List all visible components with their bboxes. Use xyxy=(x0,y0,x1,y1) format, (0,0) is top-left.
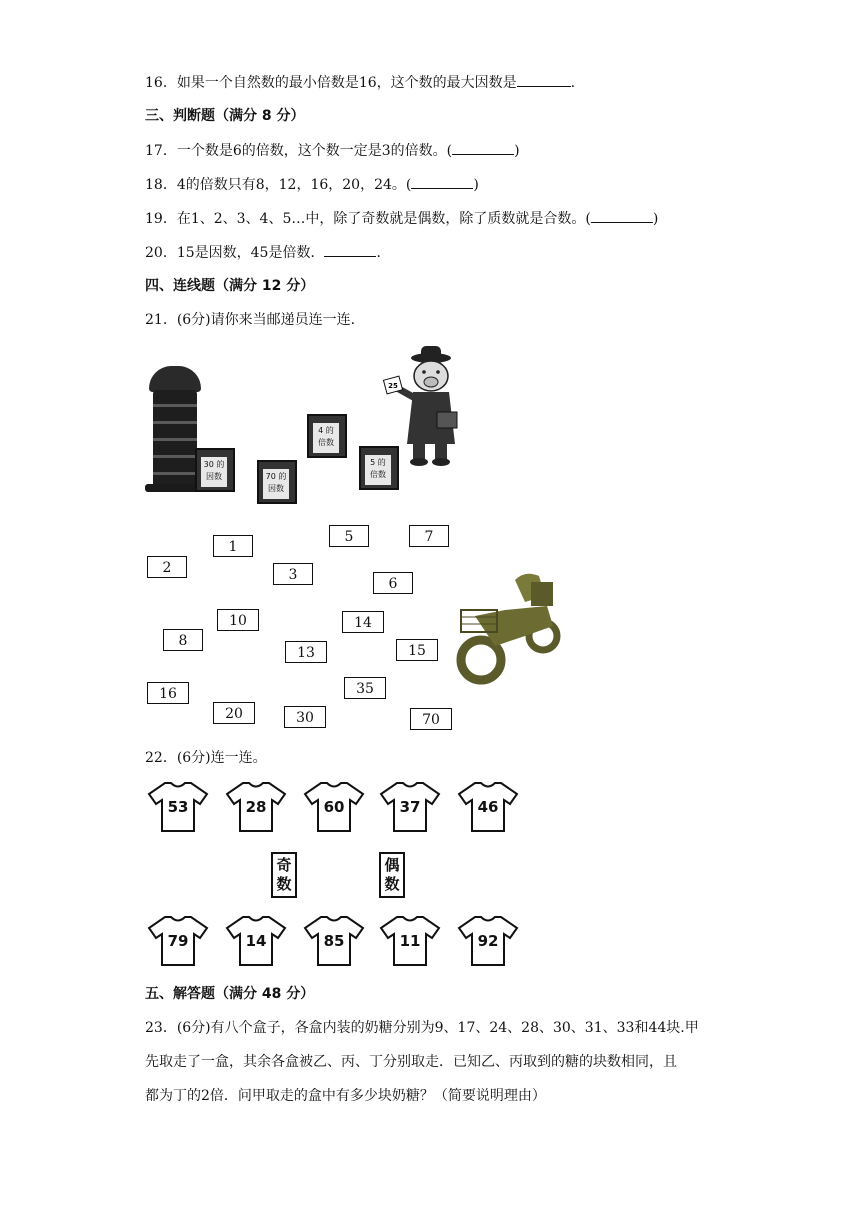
answer-blank[interactable] xyxy=(324,242,376,257)
shirt-number: 14 xyxy=(245,932,267,950)
number-cards-figure xyxy=(145,518,565,736)
shirt-number: 92 xyxy=(477,932,499,950)
shirt-bottom-4[interactable] xyxy=(379,914,441,968)
shirt-number: 85 xyxy=(323,932,345,950)
number-card[interactable]: 15 xyxy=(396,639,438,661)
number-card[interactable]: 13 xyxy=(285,641,327,663)
mailbox-5-multiples: 5 的 倍数 xyxy=(359,446,399,490)
period: . xyxy=(570,75,576,91)
paren-close: ) xyxy=(473,177,479,193)
shirt-bottom-3[interactable] xyxy=(303,914,365,968)
question-22: 22．(6分)连一连。 xyxy=(145,750,267,766)
shirt-bottom-1[interactable] xyxy=(147,914,209,968)
shirt-bottom-2[interactable] xyxy=(225,914,287,968)
odd-number-label[interactable]: 奇 数 xyxy=(271,852,297,898)
question-23-line-1: 23．(6分)有八个盒子，各盒内装的奶糖分别为9、17、24、28、30、31、33和44块.甲 xyxy=(145,1020,699,1036)
answer-blank[interactable] xyxy=(591,208,653,223)
number-card[interactable]: 6 xyxy=(373,572,413,594)
paren-close: ) xyxy=(514,143,520,159)
number-card[interactable]: 70 xyxy=(410,708,452,730)
number-card[interactable]: 8 xyxy=(163,629,203,651)
section-3-heading: 三、判断题（满分 8 分） xyxy=(145,108,305,124)
shirt-number: 28 xyxy=(245,798,267,816)
pig-mailman-icon xyxy=(381,344,471,469)
shirt-top-4[interactable] xyxy=(379,780,441,834)
question-19-text: 19．在1、2、3、4、5…中，除了奇数就是偶数，除了质数就是合数。( xyxy=(145,211,591,227)
paren-close: ) xyxy=(652,211,659,227)
shirt-number: 60 xyxy=(323,798,345,816)
section-5-heading: 五、解答题（满分 48 分） xyxy=(145,986,315,1002)
motorcycle-icon xyxy=(455,566,563,690)
mailbox-4-multiples: 4 的 倍数 xyxy=(307,414,347,458)
shirts-figure xyxy=(145,780,525,970)
question-18-text: 18．4的倍数只有8，12，16，20，24。( xyxy=(145,177,412,193)
letter-number: 25 xyxy=(388,382,398,390)
shirt-top-3[interactable] xyxy=(303,780,365,834)
number-card[interactable]: 1 xyxy=(213,535,253,557)
mailbox-70-factors: 70 的 因数 xyxy=(257,460,297,504)
number-card[interactable]: 35 xyxy=(344,677,386,699)
shirt-top-5[interactable] xyxy=(457,780,519,834)
question-16-text: 16．如果一个自然数的最小倍数是16，这个数的最大因数是 xyxy=(145,75,517,91)
section-4-heading: 四、连线题（满分 12 分） xyxy=(145,278,315,294)
question-16 xyxy=(145,72,575,93)
question-17 xyxy=(145,140,520,161)
shirt-number: 46 xyxy=(477,798,499,816)
shirt-top-1[interactable] xyxy=(147,780,209,834)
number-card[interactable]: 7 xyxy=(409,525,449,547)
number-card[interactable]: 30 xyxy=(284,706,326,728)
shirt-top-2[interactable] xyxy=(225,780,287,834)
question-23-line-2: 先取走了一盒，其余各盒被乙、丙、丁分别取走．已知乙、丙取到的糖的块数相同，且 xyxy=(145,1054,677,1070)
question-20 xyxy=(145,242,381,263)
number-card[interactable]: 5 xyxy=(329,525,369,547)
number-card[interactable]: 20 xyxy=(213,702,255,724)
mailbox-30-factors: 30 的 因数 xyxy=(195,448,235,492)
number-card[interactable]: 14 xyxy=(342,611,384,633)
shirt-number: 37 xyxy=(399,798,421,816)
even-number-label[interactable]: 偶 数 xyxy=(379,852,405,898)
shirt-number: 79 xyxy=(167,932,189,950)
shirt-bottom-5[interactable] xyxy=(457,914,519,968)
period: . xyxy=(376,245,381,261)
number-card[interactable]: 10 xyxy=(217,609,259,631)
question-21: 21．(6分)请你来当邮递员连一连. xyxy=(145,312,356,328)
answer-blank[interactable] xyxy=(452,140,514,155)
shirt-number: 53 xyxy=(167,798,189,816)
question-20-text: 20．15是因数，45是倍数． xyxy=(145,245,325,261)
answer-blank[interactable] xyxy=(517,72,571,87)
question-17-text: 17．一个数是6的倍数，这个数一定是3的倍数。( xyxy=(145,143,453,159)
number-card[interactable]: 2 xyxy=(147,556,187,578)
mail-scene-figure xyxy=(145,344,475,509)
number-card[interactable]: 16 xyxy=(147,682,189,704)
shirt-number: 11 xyxy=(399,932,421,950)
answer-blank[interactable] xyxy=(411,174,473,189)
question-19 xyxy=(145,208,658,229)
number-card[interactable]: 3 xyxy=(273,563,313,585)
question-18 xyxy=(145,174,479,195)
question-23-line-3: 都为丁的2倍．问甲取走的盒中有多少块奶糖？（简要说明理由） xyxy=(145,1088,546,1104)
